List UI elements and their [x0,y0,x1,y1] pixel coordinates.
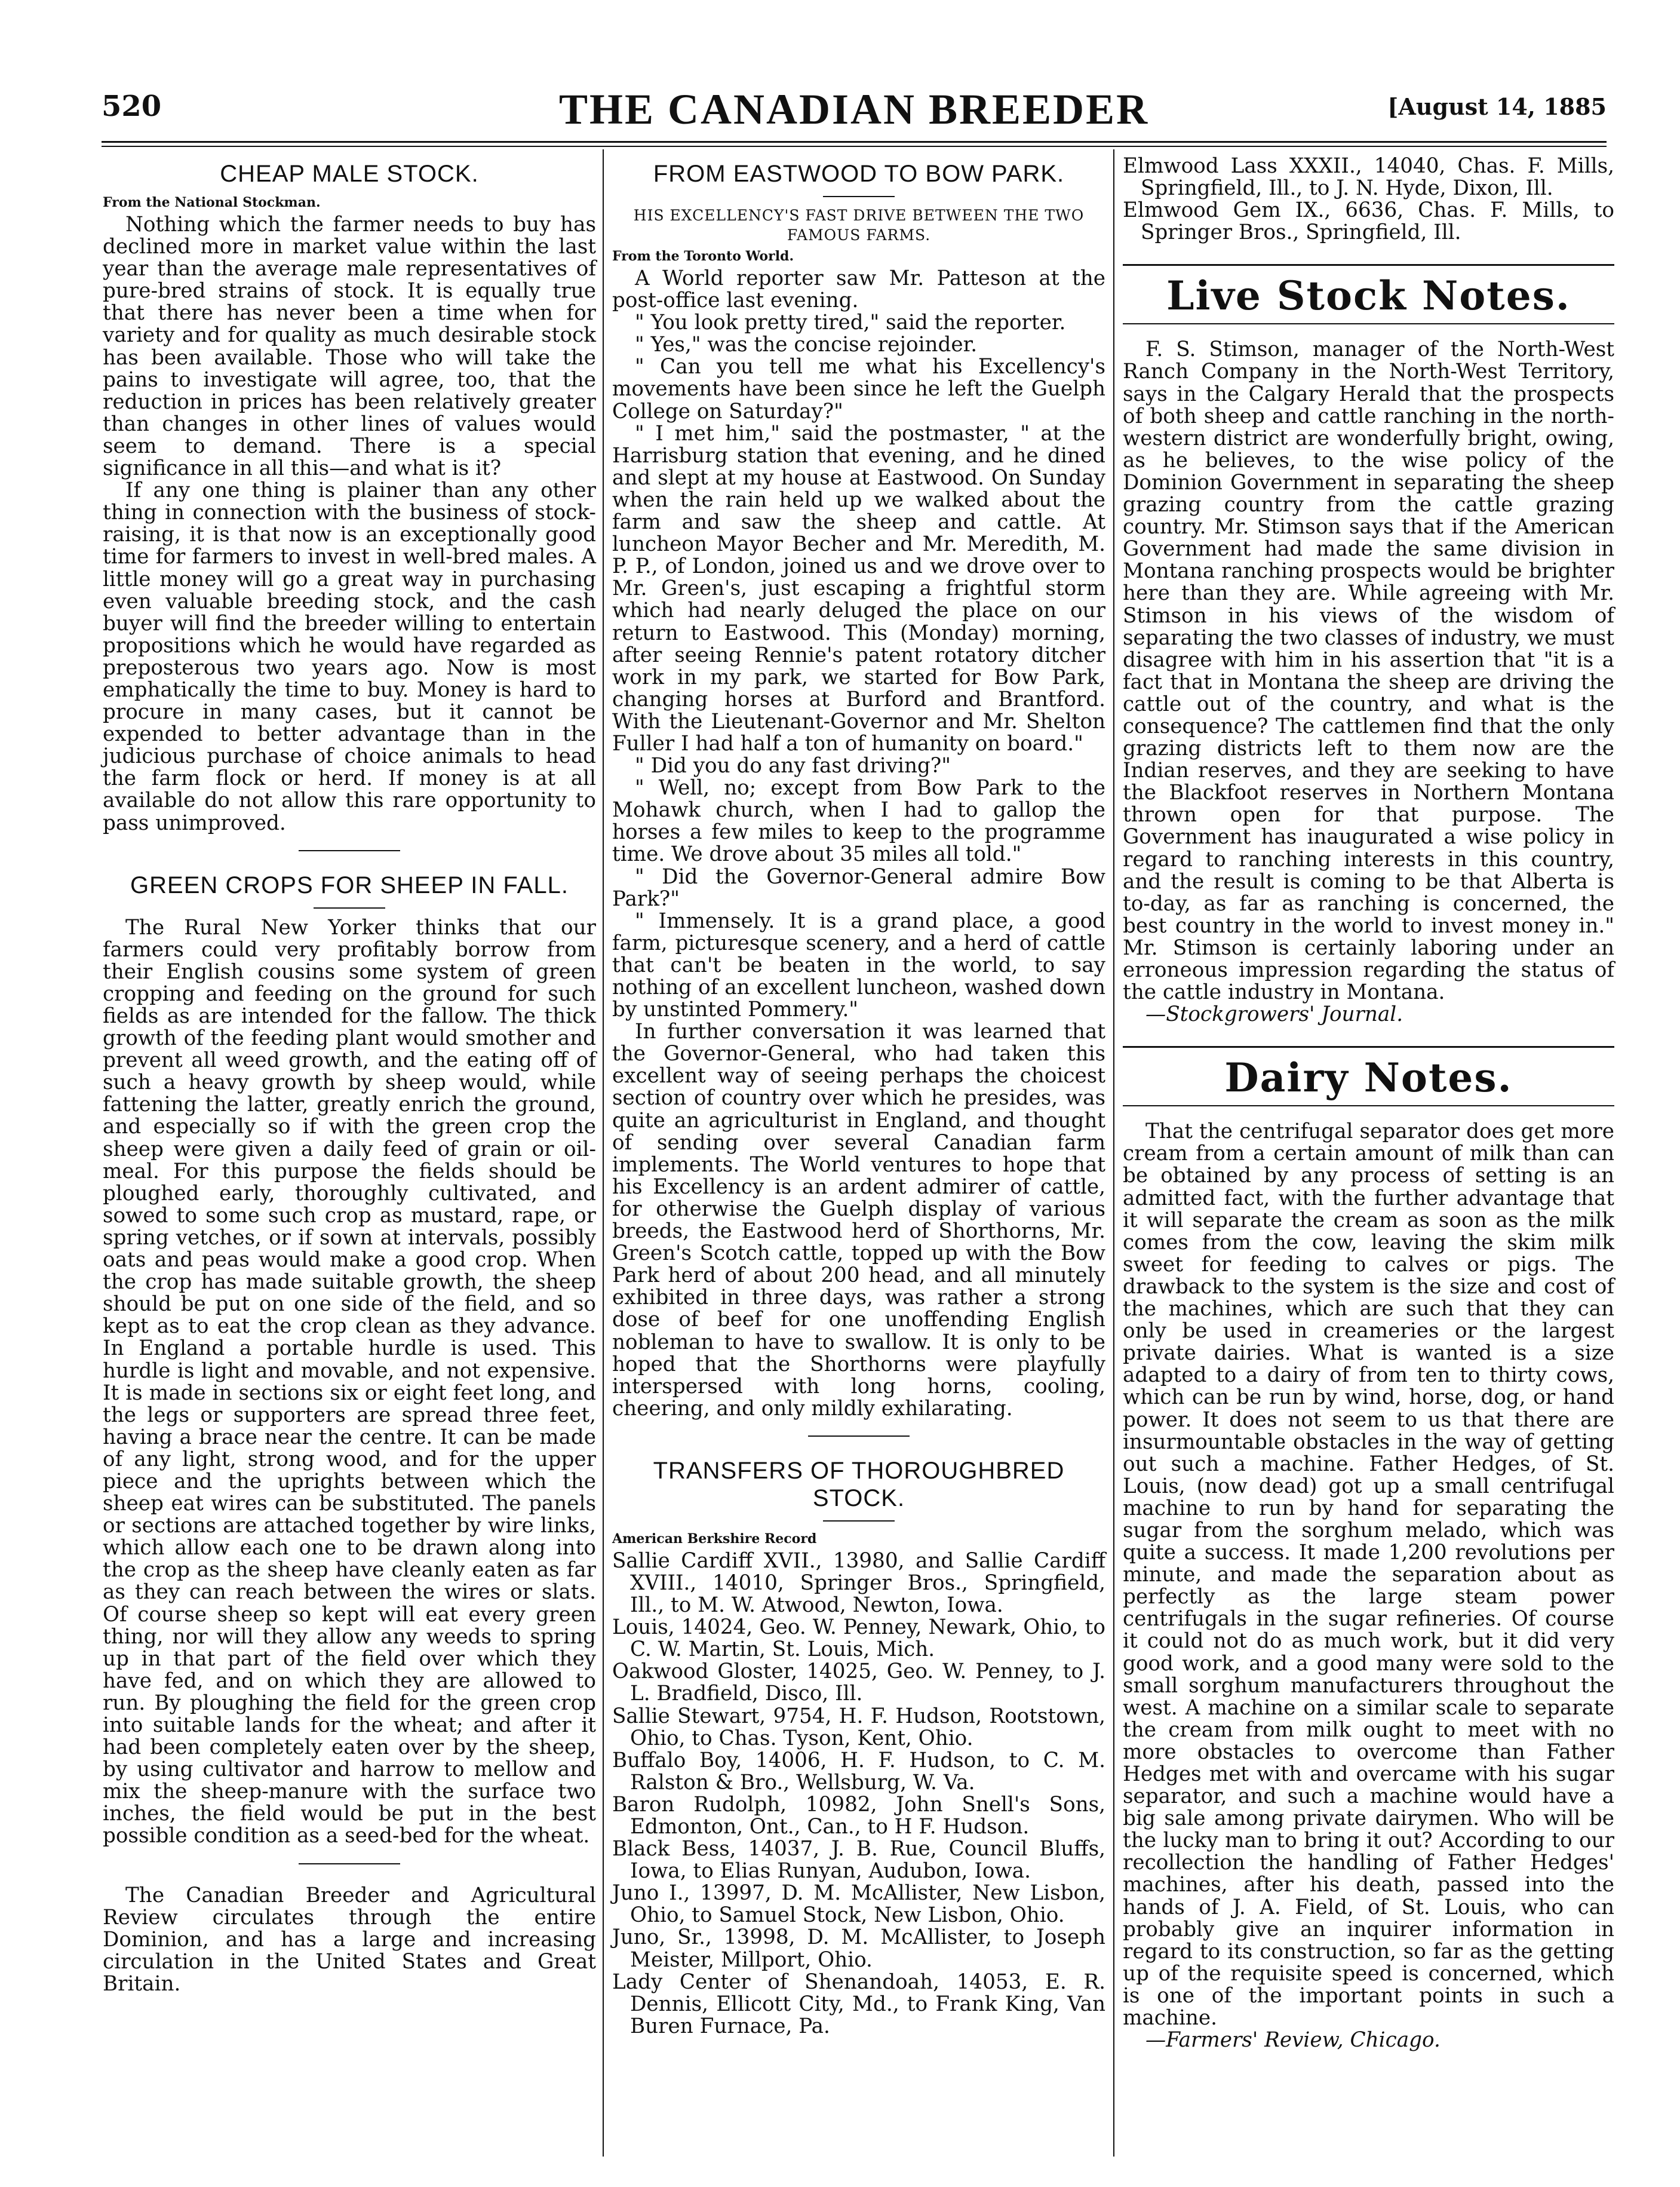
circulation-notice: The Canadian Breeder and Agricultural Review circulates through the entire Dominion, and has a large and increasing circulation in the United States and Great Britain. [103,1883,596,1996]
issue-date: [August 14, 1885 [1387,93,1607,120]
article-paragraph: " Did you do any fast driving?" [635,754,951,778]
article-source: —Farmers' Review, Chicago. [1145,2028,1441,2053]
page-header [102,85,1607,133]
column-3 [1123,155,1614,2051]
section-divider [299,850,400,851]
article-paragraph: " I met him," said the postmaster, " at the Harrisburg station that evening, and he dined and slept at my house at Eastwood. On Sunday when the rain held up we walked about the farm and saw the sheep and cattle. At luncheon Mayor Becher and Mr. Meredith, M. P. P., of London, joined us and we drove over to Mr. Green's, just escaping a frightful storm which had nearly deluged the place on our return to Eastwood. This (Monday) morning, after seeing Rennie's patent rotatory ditcher work in my park, we started for Bow Park, changing horses at Burford and Brantford. With the Lieutenant-Governor and Mr. Shelton Fuller I had half a ton of humanity on board." [612,421,1105,756]
article-title: FROM EASTWOOD TO BOW PARK. [653,161,1065,187]
transfer-entry: Elmwood Lass XXXII., 14040, Chas. F. Mills, Springfield, Ill., to J. N. Hyde, Dixon, Ill. [1123,154,1614,201]
transfer-entry: Baron Rudolph, 10982, John Snell's Sons, Edmonton, Ont., Can., to H F. Hudson. [612,1792,1105,1839]
transfer-entry: Sallie Stewart, 9754, H. F. Hudson, Rootstown, Ohio, to Chas. Tyson, Kent, Ohio. [612,1704,1105,1750]
transfer-entry: Lady Center of Shenandoah, 14053, E. R. Dennis, Ellicott City, Md., to Frank King, Van Buren Furnace, Pa. [612,1970,1105,2038]
article-paragraph: " Yes," was the concise rejoinder. [635,333,978,357]
title-rule [314,907,385,909]
article-paragraph: If any one thing is plainer than any other thing in connection with the business of stock-raising, it is that now is an exceptionally good time for farmers to invest in well-bred males. A little money will go a great way in purchasing even valuable breeding stock, and the cash buyer will find the breeder willing to entertain propositions which he would have regarded as preposterous two years ago. Now is most emphatically the time to buy. Money is hard to procure in many cases, but it cannot be expended to better advantage than in the judicious purchase of choice animals to head the farm flock or herd. If money is at all available do not allow this rare opportunity to pass unimproved. [103,478,596,835]
transfer-entry: Buffalo Boy, 14006, H. F. Hudson, to C. M. Ralston & Bro., Wellsburg, W. Va. [612,1748,1105,1795]
article-paragraph: That the centrifugal separator does get more cream from a certain amount of milk than can be obtained by any process of setting is an admitted fact, with the further advantage that it will separate the cream as soon as the milk comes from the cow, leaving the skim milk sweet for feeding to calves or pigs. The drawback to the system is the size and cost of the machines, which are such that they can only be used in creameries or the largest private dairies. What is wanted is a size adapted to a dairy of from ten to thirty cows, which can be run by wind, horse, dog, or hand power. It does not seem to us that there are insurmountable obstacles in the way of getting out such a machine. Father Hedges, of St. Louis, (now dead) got up a small centrifugal machine to run by hand for separating the sugar from the sorghum melado, which was quite a success. It made 1,200 revolutions per minute, and made the separation about as perfectly as the large steam power centrifugals in the sugar refineries. Of course it could not do as much work, but it did very good work, and a good many were sold to the small sorghum manufacturers throughout the west. A machine on a similar scale to separate the cream from milk ought to meet with no more obstacles to overcome than Father Hedges met with and overcame with his sugar separator, and such a machine would have a big sale among private dairymen. Who will be the lucky man to bring it out? According to our recollection the handling of Father Hedges' machines, after his death, passed into the hands of J. A. Field, of St. Louis, who can probably give an inquirer information in regard to its construction, so far as the getting up of the requisite speed is concerned, which is one of the important points in such a machine. [1123,1119,1614,2030]
transfer-entry: Oakwood Gloster, 14025, Geo. W. Penney, to J. L. Bradfield, Disco, Ill. [612,1660,1105,1706]
article-paragraph: The Rural New Yorker thinks that our farmers could very profitably borrow from their English cousins some system of green cropping and feeding on the ground for such fields as are intended for the fallow. The thick growth of the feeding plant would smother and prevent all weed growth, and the eating off of such a heavy growth by sheep would, while fattening the latter, greatly enrich the ground, and especially so if with the green crop the sheep were given a daily feed of grain or oil-meal. For this purpose the fields should be ploughed early, thoroughly cultivated, and sowed to some such crop as mustard, rape, or spring vetches, or if sown at intervals, possibly oats and peas would make a good crop. When the crop has made suitable growth, the sheep should be put on one side of the field, and so kept as to eat the crop clean as they advance. In England a portable hurdle is used. This hurdle is light and movable, and not expensive. It is made in sections six or eight feet long, and the legs or supporters are spread three feet, having a brace near the centre. It can be made of any light, strong wood, and for the upper piece and the uprights between which the sheep eat wires can be substituted. The panels or sections are attached together by wire links, which allow each one to be drawn along into the crop as the sheep have cleanly eaten as far as they can reach between the wires or slats. Of course sheep so kept will eat every green thing, nor will they allow any weeds to spring up in that part of the field over which they have fed, and on which they are allowed to run. By ploughing the field for the green crop into suitable lands for the wheat; and after it had been completely eaten over by the sheep, by using cultivator and harrow to mellow and mix the sheep-manure with the surface two inches, the field would be put in the best possible condition as a seed-bed for the wheat. [103,915,596,1848]
column-2 [612,155,1105,2038]
transfer-entry: Juno I., 13997, D. M. McAllister, New Lisbon, Ohio, to Samuel Stock, New Lisbon, Ohio. [612,1881,1105,1928]
transfer-entry: Sallie Cardiff XVII., 13980, and Sallie Cardiff XVIII., 14010, Springer Bros., Springfield, Ill., to M. W. Atwood, Newton, Iowa. [612,1548,1105,1618]
column-divider [1113,149,1114,2157]
section-heading-box [1123,264,1614,324]
article-paragraph: " Did the Governor-General admire Bow Park?" [612,864,1105,911]
article-paragraph: " You look pretty tired," said the reporter. [635,311,1066,335]
article-credit: From the Toronto World. [612,249,794,264]
live-stock-heading: Live Stock Notes. [1166,272,1571,320]
article-title: CHEAP MALE STOCK. [220,161,479,187]
transfer-entry: Elmwood Gem IX., 6636, Chas. F. Mills, to Springer Bros., Springfield, Ill. [1123,198,1614,245]
section-divider [808,1435,910,1437]
section-divider [299,1863,400,1864]
dairy-heading: Dairy Notes. [1224,1054,1513,1102]
article-paragraph: Nothing which the farmer needs to buy has declined more in market value within the last year than the average male representatives of pure-bred strains of stock. It is equally true that there has never been a time when for variety and for quality as much desirable stock has been available. Those who will take the pains to investigate will agree, too, that the reduction in prices has been relatively greater than changes in other lines of values would seem to demand. There is a special significance in all this—and what is it? [103,213,596,481]
transfer-entry: Juno, Sr., 13998, D. M. McAllister, to Joseph Meister, Millport, Ohio. [612,1925,1105,1972]
article-paragraph: " Well, no; except from Bow Park to the Mohawk church, when I had to gallop the horses a few miles to keep to the programme time. We drove about 35 miles all told." [612,776,1105,867]
article-paragraph: A World reporter saw Mr. Patteson at the post-office last evening. [612,266,1105,313]
article-paragraph: " Can you tell me what his Excellency's movements have been since he left the Guelph College on Saturday?" [612,355,1105,424]
column-divider [603,149,604,2157]
section-heading-box [1123,1046,1614,1106]
article-credit: From the National Stockman. [103,195,321,210]
article-paragraph: In further conversation it was learned that the Governor-General, who had taken this excellent way of seeing perhaps the choicest section of country over which he presides, was quite an agriculturist in England, and thought of sending over several Canadian farm implements. The World ventures to hope that his Excellency is an ardent admirer of cattle, for otherwise the Guelph display of various breeds, the Eastwood herd of Shorthorns, Mr. Green's Scotch cattle, topped up with the Bow Park herd of about 200 head, and all minutely exhibited in three days, was rather a strong dose of beef for one unoffending English nobleman to have to swallow. It is only to be hoped that the Shorthorns were playfully interspersed with long horns, cooling, cheering, and only mildly exhilarating. [612,1020,1105,1421]
page-number: 520 [102,90,162,123]
masthead: THE CANADIAN BREEDER [558,85,1150,133]
title-rule [823,196,895,197]
article-subhead: HIS EXCELLENCY'S FAST DRIVE BETWEEN THE TWO FAMOUS FARMS. [633,207,1085,244]
article-credit: American Berkshire Record [612,1530,817,1547]
transfer-entry: Louis, 14024, Geo. W. Penney, Newark, Ohio, to C. W. Martin, St. Louis, Mich. [612,1615,1105,1662]
column-1 [103,155,596,1995]
article-paragraph: F. S. Stimson, manager of the North-West Ranch Company in the North-West Territory, says in the Calgary Herald that the prospects of both sheep and cattle ranching in the north-western district are wonderfully bright, owing, as he believes, to the wise policy of the Dominion Government in separating the sheep grazing country from the cattle grazing country. Mr. Stimson says that if the American Government had made the same division in Montana ranching prospects would be brighter here than they are. While agreeing with Mr. Stimson in his views of the wisdom of separating the two classes of industry, we must disagree with him in his assertion that "it is a fact that in Montana the sheep are driving the cattle out of the country, and what is the consequence? The cattlemen find that the only grazing districts left to them now are the Indian reserves, and they are seeking to have the Blackfoot reserves in Northern Montana thrown open for that purpose. The Government has inaugurated a wise policy in regard to ranching interests in this country, and the result is coming to be that Alberta is to-day, as far as ranching is concerned, the best country in the world to invest money in." Mr. Stimson is certainly laboring under an erroneous impression regarding the status of the cattle industry in Montana. [1123,338,1614,1005]
transfer-entry: Black Bess, 14037, J. B. Rue, Council Bluffs, Iowa, to Elias Runyan, Audubon, Iowa. [612,1837,1105,1884]
article-title: GREEN CROPS FOR SHEEP IN FALL. [130,872,569,898]
article-paragraph: " Immensely. It is a grand place, a good farm, picturesque scenery, and a herd of cattle that can't be beaten in the world, to say nothing of an excellent luncheon, washed down by unstinted Pommery." [612,909,1105,1022]
title-rule [823,1520,895,1522]
article-title: TRANSFERS OF THOROUGHBRED STOCK. [653,1457,1065,1511]
article-source: —Stockgrowers' Journal. [1145,1002,1403,1027]
header-rule [102,141,1607,147]
